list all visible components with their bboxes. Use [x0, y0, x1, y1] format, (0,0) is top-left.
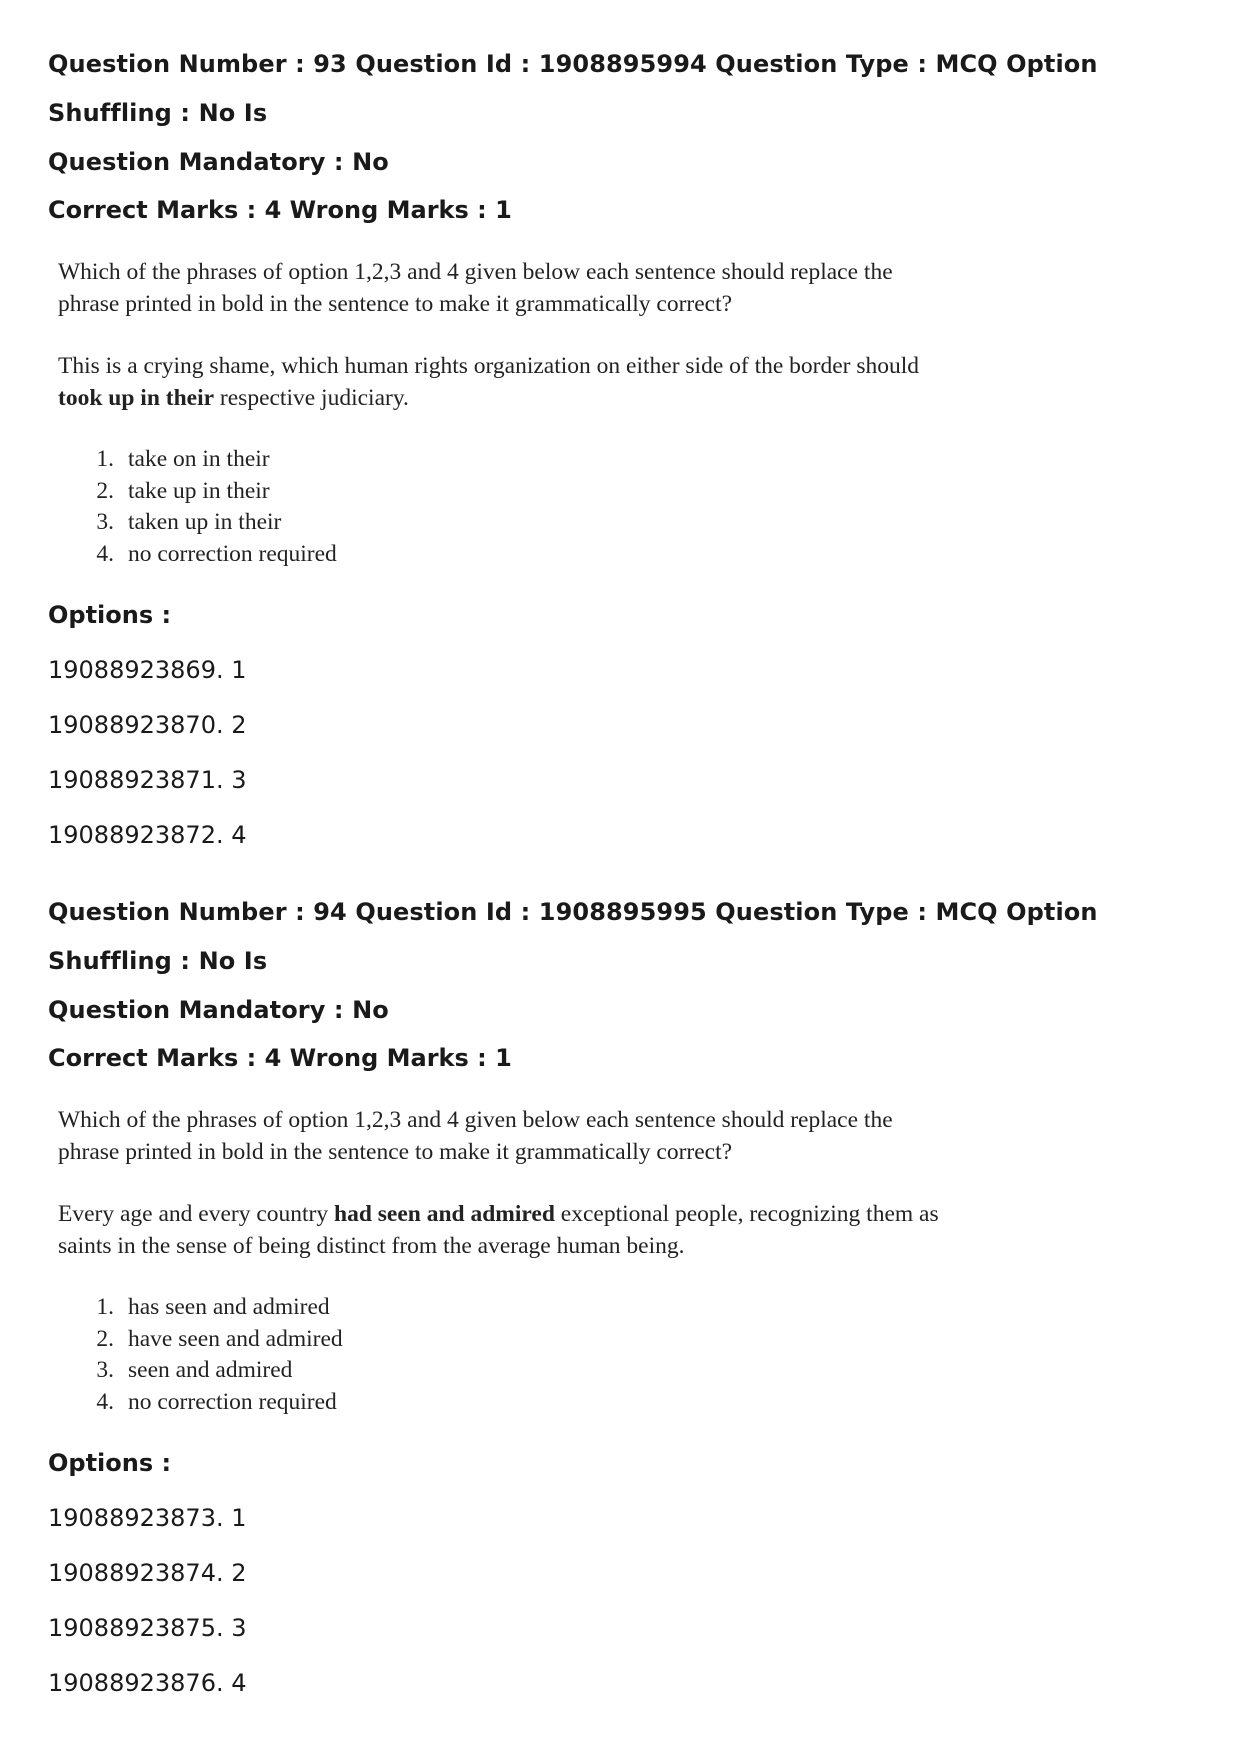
choice-text: no correction required [128, 1388, 337, 1415]
choice-text: take up in their [128, 477, 270, 504]
choice-item [58, 1355, 958, 1387]
choice-number: 1. [96, 446, 114, 472]
choice-number: 4. [96, 1388, 114, 1415]
option-item: 19088923873. 1 [48, 1504, 247, 1532]
choice-item [58, 1324, 958, 1356]
question-text-image [58, 1105, 958, 1418]
choice-item [58, 476, 958, 508]
question-marks: Correct Marks : 4 Wrong Marks : 1 [48, 196, 512, 224]
choice-text: take on in their [128, 446, 270, 472]
sentence-line1 [58, 1199, 958, 1231]
option-item: 19088923875. 3 [48, 1614, 247, 1642]
option-item: 19088923871. 3 [48, 766, 247, 794]
sentence-line2-rest: respective judiciary. [214, 384, 409, 411]
question-header-line2: Question Mandatory : No [48, 996, 389, 1024]
sentence-line1-post: exceptional people, recognizing them as [554, 1201, 939, 1227]
choice-text: taken up in their [128, 509, 282, 535]
choice-number: 3. [96, 1357, 114, 1383]
option-item: 19088923869. 1 [48, 656, 247, 684]
sentence-line1-pre: Every age and every country [58, 1201, 334, 1227]
question-header-line1: Question Number : 93 Question Id : 1908895994 Question Type : MCQ Option Shuffling : No Is [48, 50, 1098, 127]
choice-list [58, 1292, 958, 1418]
bold-phrase: had seen and admired [334, 1201, 555, 1227]
option-item: 19088923874. 2 [48, 1559, 247, 1587]
choice-item [58, 444, 958, 476]
options-label: Options : [48, 601, 172, 629]
question-text-image [58, 257, 958, 570]
option-item: 19088923876. 4 [48, 1669, 247, 1697]
instruction-line2: phrase printed in bold in the sentence to make it grammatically correct? [58, 290, 733, 317]
options-label: Options : [48, 1449, 172, 1477]
choice-number: 3. [96, 509, 114, 535]
choice-item [58, 1387, 958, 1419]
choice-text: seen and admired [128, 1357, 293, 1383]
choice-number: 2. [96, 1325, 114, 1352]
choice-item [58, 539, 958, 571]
instruction-line1: Which of the phrases of option 1,2,3 and 4 given below each sentence should replace the [58, 259, 893, 285]
instruction-line1: Which of the phrases of option 1,2,3 and 4 given below each sentence should replace the [58, 1107, 893, 1133]
choice-number: 4. [96, 540, 114, 567]
question-header-line2: Question Mandatory : No [48, 148, 389, 176]
choice-number: 2. [96, 477, 114, 504]
question-block-93 [48, 40, 1218, 852]
question-block-94 [48, 888, 1218, 1700]
sentence-line2 [58, 383, 958, 415]
choice-text: has seen and admired [128, 1294, 330, 1320]
choice-list [58, 444, 958, 570]
choice-item [58, 507, 958, 539]
choice-number: 1. [96, 1294, 114, 1320]
sentence-line1: This is a crying shame, which human rights organization on either side of the border should [58, 353, 920, 379]
option-item: 19088923870. 2 [48, 711, 247, 739]
question-marks: Correct Marks : 4 Wrong Marks : 1 [48, 1044, 512, 1072]
sentence-line2: saints in the sense of being distinct from the average human being. [58, 1232, 685, 1259]
choice-text: no correction required [128, 540, 337, 567]
bold-phrase: took up in their [58, 384, 215, 411]
instruction-line2: phrase printed in bold in the sentence to make it grammatically correct? [58, 1138, 733, 1165]
choice-text: have seen and admired [128, 1325, 343, 1352]
option-item: 19088923872. 4 [48, 821, 247, 849]
choice-item [58, 1292, 958, 1324]
question-header-line1: Question Number : 94 Question Id : 1908895995 Question Type : MCQ Option Shuffling : No Is [48, 898, 1098, 975]
